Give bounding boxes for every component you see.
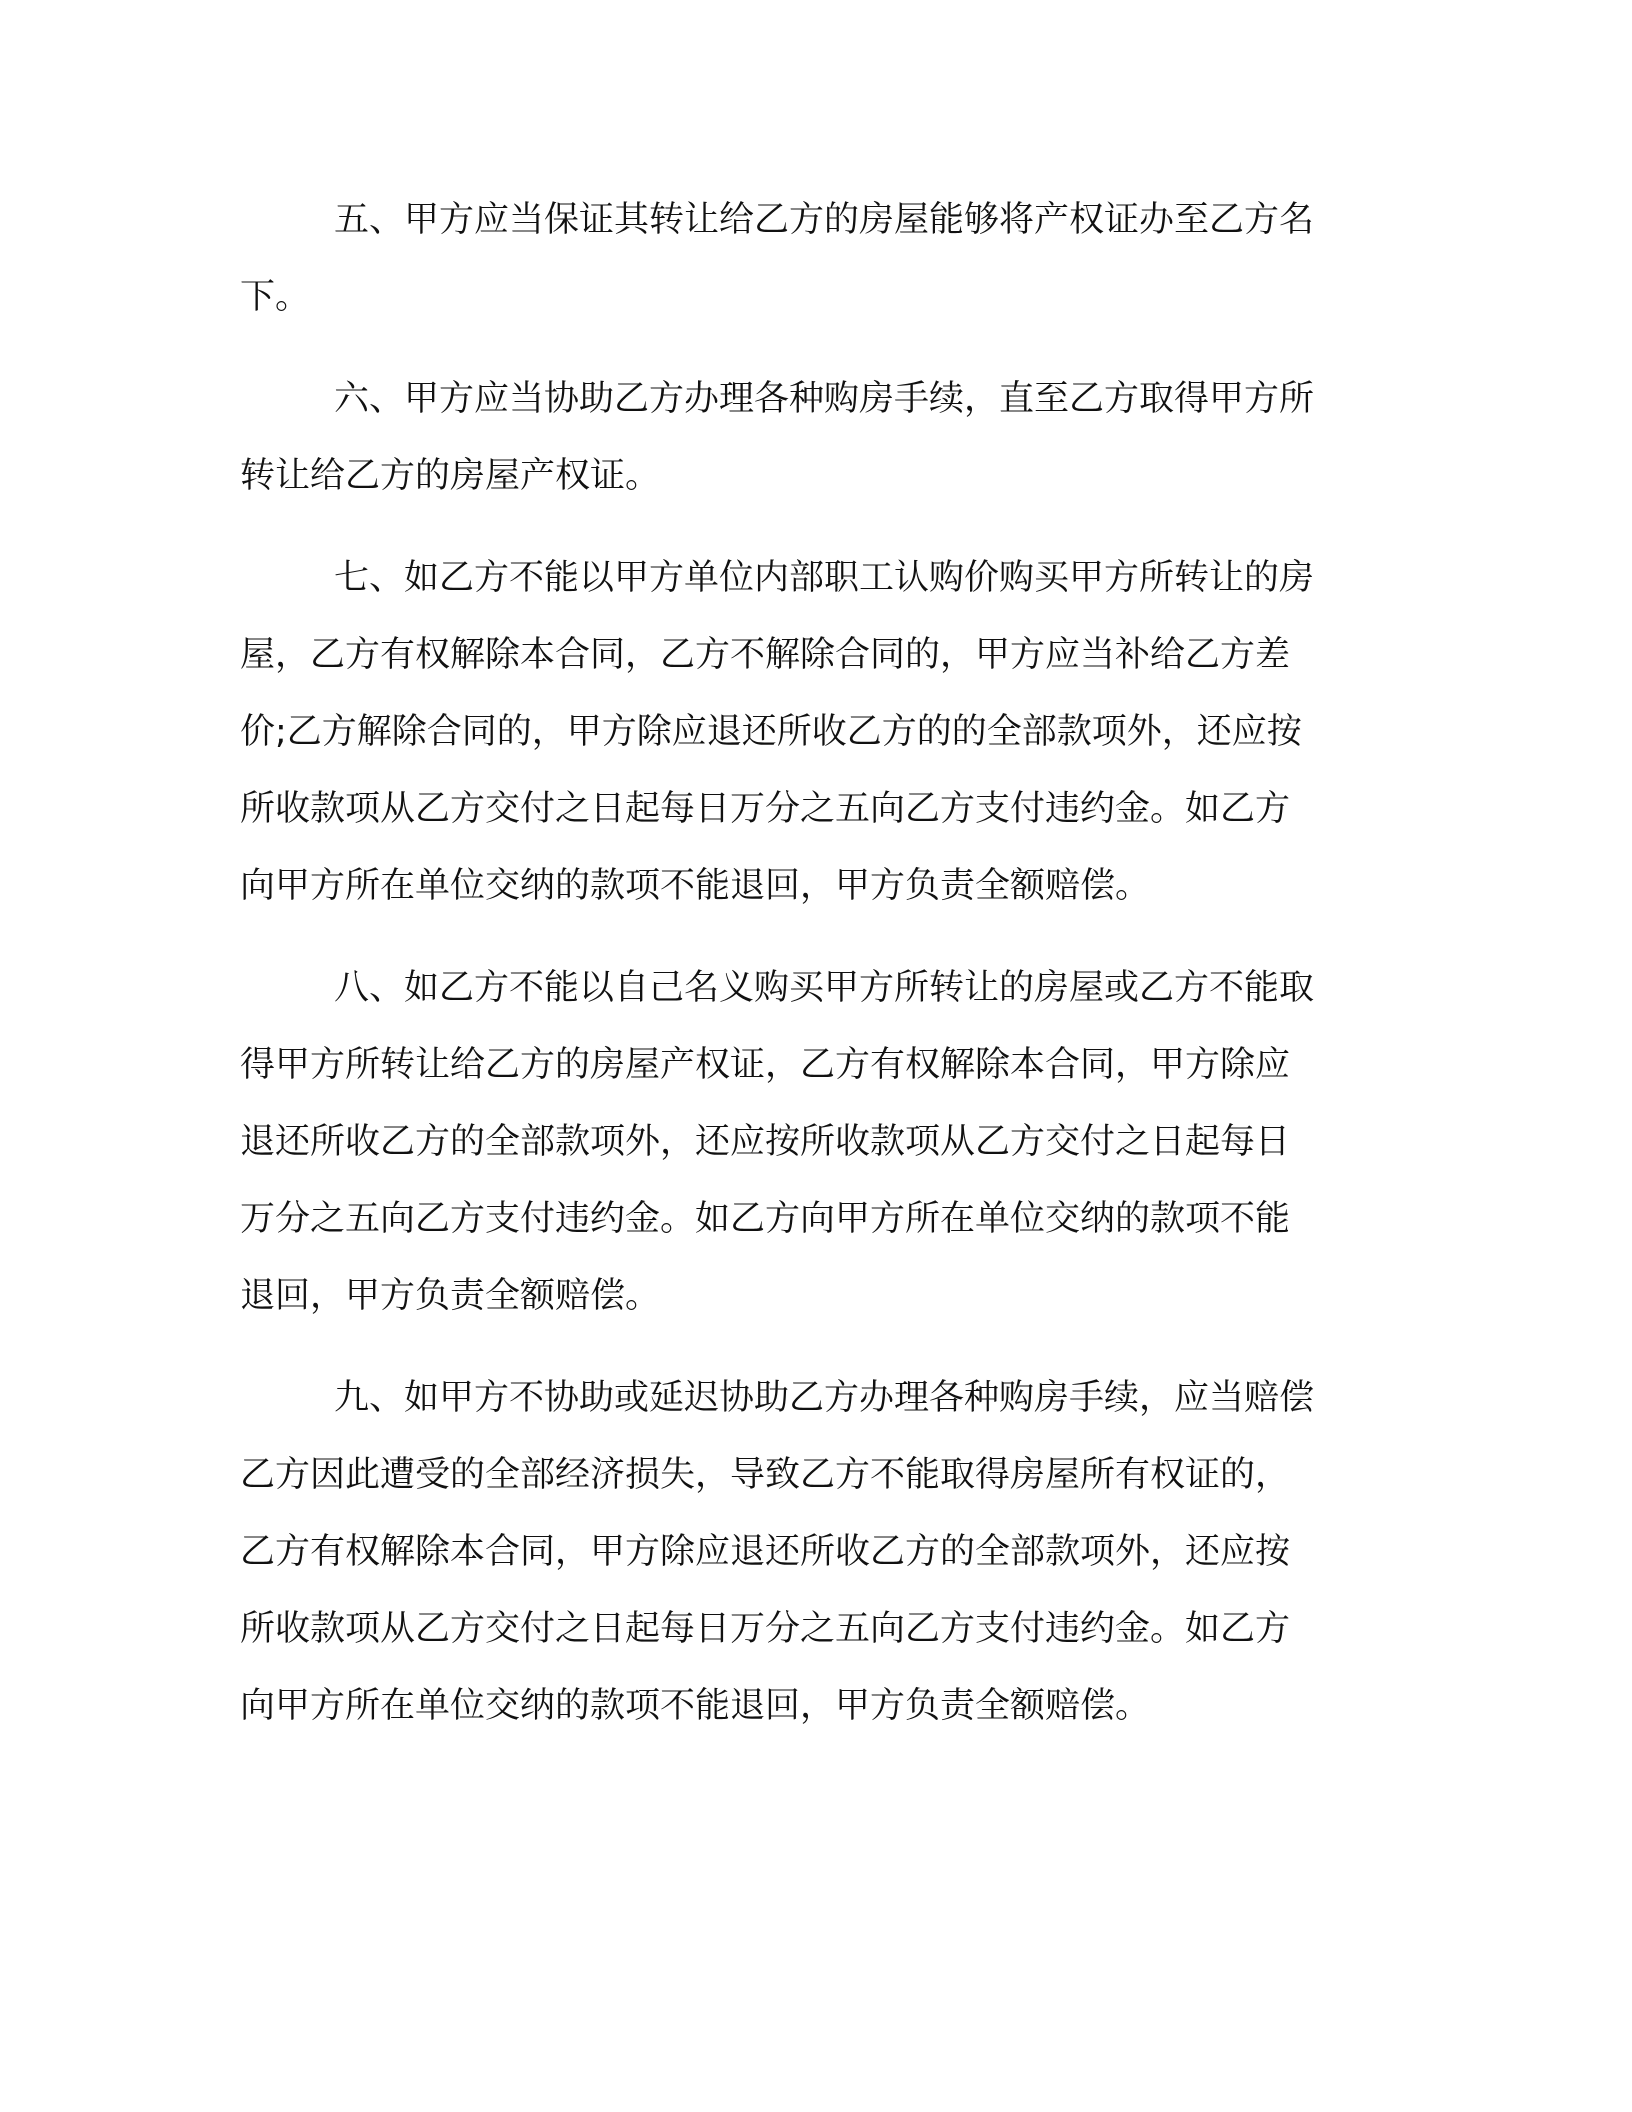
clause-5 bbox=[240, 182, 1380, 336]
clause-8-line-1: 八、如乙方不能以自己名义购买甲方所转让的房屋或乙方不能取 bbox=[334, 968, 1315, 1008]
clause-6-line-1: 六、甲方应当协助乙方办理各种购房手续，直至乙方取得甲方所 bbox=[334, 379, 1315, 419]
clause-8 bbox=[240, 950, 1380, 1335]
clause-5-line-1: 五、甲方应当保证其转让给乙方的房屋能够将产权证办至乙方名 bbox=[334, 200, 1315, 240]
clause-8-line-2: 得甲方所转让给乙方的房屋产权证，乙方有权解除本合同，甲方除应 bbox=[240, 1045, 1291, 1085]
clause-9-line-2: 乙方因此遭受的全部经济损失，导致乙方不能取得房屋所有权证的， bbox=[240, 1455, 1291, 1495]
clause-8-line-4: 万分之五向乙方支付违约金。如乙方向甲方所在单位交纳的款项不能 bbox=[240, 1199, 1291, 1239]
clause-7-line-3: 价;乙方解除合同的，甲方除应退还所收乙方的的全部款项外，还应按 bbox=[240, 712, 1302, 752]
clause-9-line-3: 乙方有权解除本合同，甲方除应退还所收乙方的全部款项外，还应按 bbox=[240, 1532, 1291, 1572]
clause-7-line-2: 屋，乙方有权解除本合同，乙方不解除合同的，甲方应当补给乙方差 bbox=[240, 635, 1291, 675]
clause-6 bbox=[240, 361, 1380, 515]
clause-9 bbox=[240, 1360, 1380, 1745]
clause-5-line-2: 下。 bbox=[240, 277, 311, 317]
clause-7-line-4: 所收款项从乙方交付之日起每日万分之五向乙方支付违约金。如乙方 bbox=[240, 789, 1291, 829]
clause-9-line-4: 所收款项从乙方交付之日起每日万分之五向乙方支付违约金。如乙方 bbox=[240, 1609, 1291, 1649]
clause-8-line-3: 退还所收乙方的全部款项外，还应按所收款项从乙方交付之日起每日 bbox=[240, 1122, 1291, 1162]
clause-7-line-1: 七、如乙方不能以甲方单位内部职工认购价购买甲方所转让的房 bbox=[334, 558, 1315, 598]
clause-6-line-2: 转让给乙方的房屋产权证。 bbox=[240, 456, 661, 496]
clause-9-line-1: 九、如甲方不协助或延迟协助乙方办理各种购房手续，应当赔偿 bbox=[334, 1378, 1315, 1418]
clause-7-line-5: 向甲方所在单位交纳的款项不能退回，甲方负责全额赔偿。 bbox=[240, 866, 1151, 906]
clause-9-line-5: 向甲方所在单位交纳的款项不能退回，甲方负责全额赔偿。 bbox=[240, 1686, 1151, 1726]
clause-7 bbox=[240, 540, 1380, 925]
clause-8-line-5: 退回，甲方负责全额赔偿。 bbox=[240, 1276, 661, 1316]
